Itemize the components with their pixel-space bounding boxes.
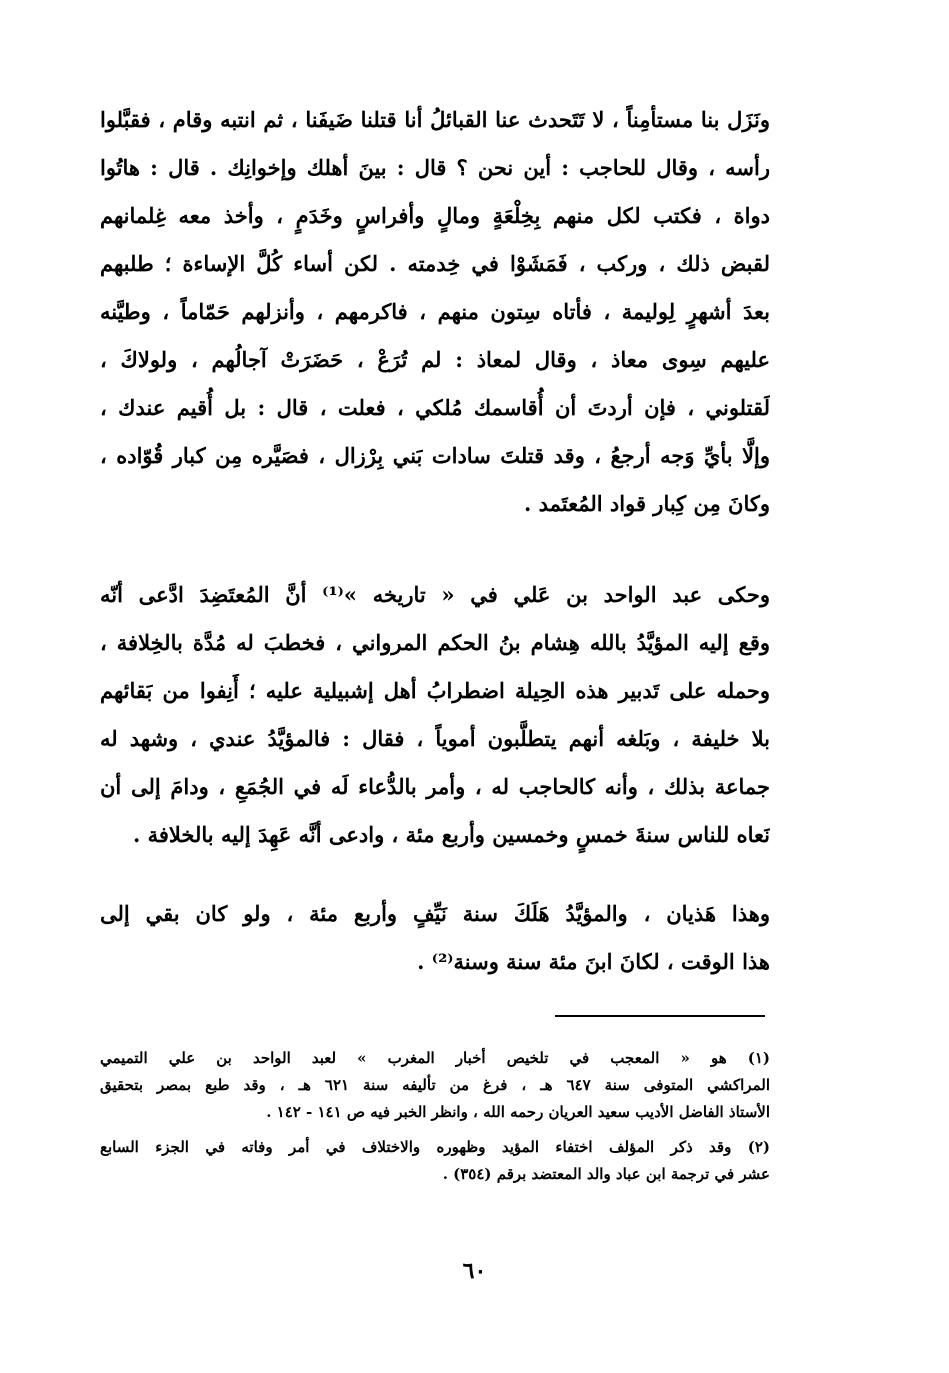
text-line: وهذا هَذيان ، والمؤيَّدُ هَلَكَ سنة نَيِّفٍ وأربع مئة ، ولو كان بقي إلى bbox=[100, 901, 770, 926]
body-paragraph bbox=[100, 890, 770, 986]
text-line: ونَزَل بنا مستأمِناً ، لا تَتَحدث عنا القبائلُ أنا قتلنا ضَيفَنا ، ثم انتبه وقام ، فقبَّلوا bbox=[100, 107, 770, 132]
footnote-line: الأستاذ الفاضل الأديب سعيد العريان رحمه الله ، وانظر الخبر فيه ص ١٤١ - ١٤٢ . bbox=[266, 1103, 770, 1121]
text-line: وكانَ مِن كِبار قواد المُعتَمد . bbox=[523, 491, 770, 516]
footnote-line: عشر في ترجمة ابن عباد والد المعتضد برقم (٣٥٤) . bbox=[442, 1165, 770, 1183]
text-line: دواة ، فكتب لكل منهم بِخِلْعَةٍ ومالٍ وأفراسٍ وخَدَمٍ ، وأخذ معه غِلمانهم bbox=[100, 203, 770, 228]
body-paragraph bbox=[100, 96, 770, 528]
footnotes bbox=[100, 1045, 770, 1188]
footnote-line: (٢) وقد ذكر المؤلف اختفاء المؤيد وظهوره والاختلاف في أمر وفاته في الجزء السابع bbox=[100, 1138, 770, 1156]
text-line: نَعاه للناس سنةَ خمسٍ وخمسين وأربع مئة ، وادعى أنَّه عَهِدَ إليه بالخلافة . bbox=[132, 822, 770, 847]
footnote-1 bbox=[100, 1045, 770, 1126]
page-number: ٦٠ bbox=[462, 1258, 487, 1284]
footnote-2 bbox=[100, 1134, 770, 1188]
footnote-line: المراكشي المتوفى سنة ٦٤٧ هـ ، فرغ من تأليفه سنة ٦٢١ هـ ، وقد طبع بمصر بتحقيق bbox=[100, 1076, 770, 1094]
text-line: لقبض ذلك ، وركب ، فَمَشَوْا في خِدمته . لكن أساء كُلَّ الإساءة ؛ طلبهم bbox=[100, 251, 770, 276]
text-line: عليهم سِوى معاذ ، وقال لمعاذ : لم تُرَعْ ، حَضَرَتْ آجالُهم ، ولولاكَ ، bbox=[100, 347, 770, 372]
text-line: رأسه ، وقال للحاجب : أين نحن ؟ قال : بينَ أهلك وإخوانِك . قال : هاتُوا bbox=[100, 155, 770, 180]
text-line: وإلَّا بأيِّ وَجه أرجعُ ، وقد قتلتَ سادات بَني بِرْزال ، فصَيَّره مِن كبار قُوّاده ، bbox=[100, 443, 770, 468]
text-line: وقع إليه المؤيَّدُ بالله هِشام بنُ الحكم المرواني ، فخطبَ له مُدَّة بالخِلافة ، bbox=[100, 630, 770, 655]
text-line: بعدَ أشهرٍ لِوليمة ، فأتاه سِتون منهم ، فاكرمهم ، وأنزلهم حَمّاماً ، وطيَّنه bbox=[100, 299, 770, 324]
text-line: جماعة بذلك ، وأنه كالحاجب له ، وأمر بالدُّعاء لَه في الجُمَعِ ، ودامَ إلى أن bbox=[100, 774, 770, 799]
footnote-gap bbox=[100, 1126, 770, 1134]
body-paragraph bbox=[100, 571, 770, 859]
text-line: وحكى عبد الواحد بن عَلي في « تاريخه »⁽¹⁾ أنَّ المُعتَضِدَ ادَّعى أنّه bbox=[100, 582, 770, 607]
text-line: بلا خليفة ، وبَلغه أنهم يتطلَّبون أموياً ، فقال : فالمؤيَّدُ عندي ، وشهد له bbox=[100, 726, 770, 751]
text-line: وحمله على تَدبير هذه الحِيلة اضطرابُ أهل إشبيلية عليه ؛ أَنِفوا من بَقائهم bbox=[100, 678, 770, 703]
text-line: هذا الوقت ، لكانَ ابنَ مئة سنة وسنة⁽²⁾ . bbox=[417, 949, 770, 974]
text-line: لَقتلوني ، فإن أردتَ أن أُقاسمك مُلكي ، فعلت ، قال : بل أُقيم عندك ، bbox=[100, 395, 770, 420]
footnote-separator bbox=[555, 1015, 765, 1017]
footnote-line: (١) هو « المعجب في تلخيص أخبار المغرب » لعبد الواحد بن علي التميمي bbox=[100, 1049, 770, 1067]
